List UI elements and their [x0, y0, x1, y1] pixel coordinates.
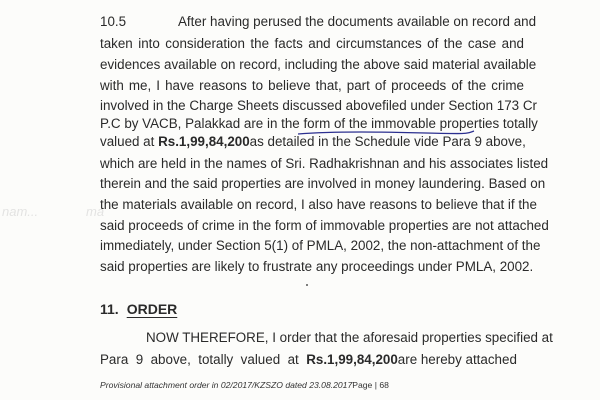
watermark-text: ma	[86, 204, 105, 219]
paragraph-line: NOW THEREFORE, I order that the aforesaid properties specified at	[146, 330, 553, 345]
watermark-text: nam...	[2, 204, 39, 219]
paragraph-line: involved in the Charge Sheets discussed abovefiled under Section 173 Cr	[100, 98, 537, 113]
paragraph-line: said properties are likely to frustrate any proceedings under PMLA, 2002.	[100, 259, 534, 274]
section-heading	[100, 300, 177, 318]
paragraph-line: which are held in the names of Sri. Radhakrishnan and his associates listed	[100, 156, 549, 171]
amount-text: Rs.1,99,84,200	[158, 134, 250, 149]
paragraph-line: P.C by VACB, Palakkad are in the form of the immovable properties totally	[100, 116, 538, 131]
paragraph-line: with me, I have reasons to believe that, part of proceeds of the crime	[100, 78, 524, 93]
footer-reference: Provisional attachment order in 02/2017/KZSZO dated 23.08.2017	[100, 380, 353, 390]
paragraph-line: the materials available on record, I also have reasons to believe that if the	[100, 197, 537, 212]
paragraph-line: taken into consideration the facts and circumstances of the case and	[100, 36, 524, 51]
paragraph-line-amount	[100, 352, 530, 368]
section-number: 11.	[100, 301, 119, 317]
footer-page-number: Page | 68	[352, 380, 389, 390]
paragraph-line: evidences available on record, including the above said material available	[100, 57, 537, 72]
stray-dot	[306, 284, 308, 286]
paragraph-line: therein and the said properties are involved in money laundering. Based on	[100, 176, 546, 191]
page-footer	[100, 379, 389, 391]
line-text: valued at	[100, 134, 159, 149]
paragraph-line: After having perused the documents available on record and	[178, 14, 537, 29]
watermark	[0, 204, 130, 224]
line-text: are hereby attached	[397, 352, 517, 367]
paragraph-line: immediately, under Section 5(1) of PMLA, 2002, the non-attachment of the	[100, 238, 541, 253]
paragraph-line: said proceeds of crime in the form of immovable properties are not attached	[100, 218, 549, 233]
amount-text: Rs.1,99,84,200	[306, 352, 398, 367]
paragraph-line-amount	[100, 134, 524, 150]
line-text: as detailed in the Schedule vide Para 9 above,	[249, 134, 526, 149]
paragraph-number: 10.5	[100, 14, 127, 29]
line-text: Para 9 above, totally valued at	[100, 352, 307, 367]
section-title: ORDER	[126, 301, 178, 317]
